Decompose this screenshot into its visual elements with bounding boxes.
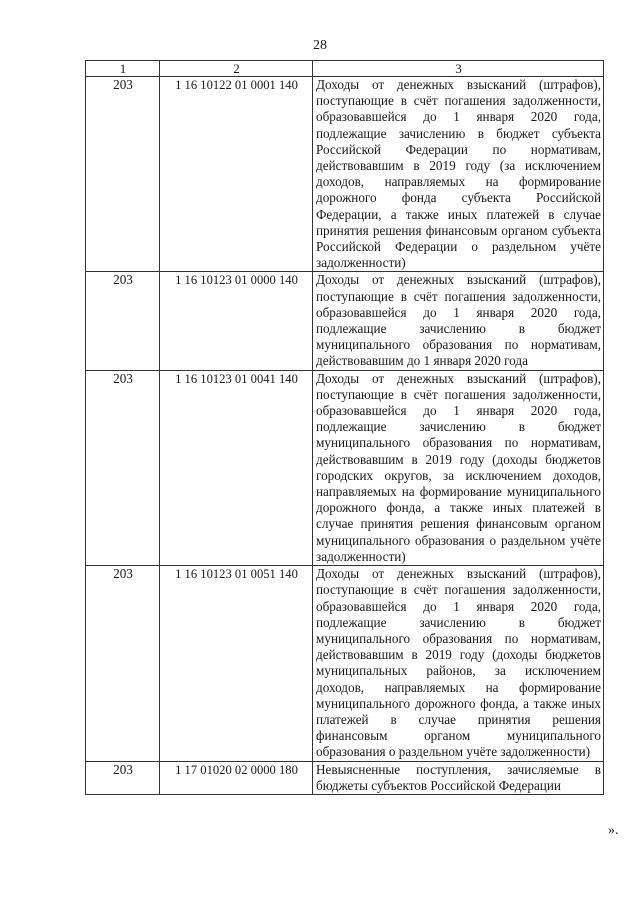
table-row [86,370,604,565]
revenue-code: 1 16 10123 01 0000 140 [160,272,313,370]
column-header-2: 2 [160,61,313,77]
column-header-3: 3 [313,61,604,77]
revenue-code: 1 16 10122 01 0001 140 [160,77,313,272]
administrator-code: 203 [86,77,160,272]
table-row [86,77,604,272]
administrator-code: 203 [86,272,160,370]
administrator-code: 203 [86,370,160,565]
revenue-code: 1 16 10123 01 0051 140 [160,566,313,761]
revenue-description: Доходы от денежных взысканий (штрафов), поступающие в счёт погашения задолженности, образовавшейся до 1 января 2020 года, подлежащие зачислению в бюджет муниципального образования по нормативам, действовавшим в 2019 году (доходы бюджетов муниципальных районов, за исключением доходов, направляемых на формирование муниципального дорожного фонда, а также иных платежей в случае принятия решения финансовым органом муниципального образования о раздельном учёте задолженности) [313,566,604,761]
revenue-description: Доходы от денежных взысканий (штрафов), поступающие в счёт погашения задолженности, образовавшейся до 1 января 2020 года, подлежащие зачислению в бюджет субъекта Российской Федерации по нормативам, действовавшим в 2019 году (за исключением доходов, направляемых на формирование дорожного фонда субъекта Российской Федерации, а также иных платежей в случае принятия решения финансовым органом субъекта Российской Федерации о раздельном учёте задолженности) [313,77,604,272]
revenue-code: 1 16 10123 01 0041 140 [160,370,313,565]
closing-quote-mark: ». [608,823,619,838]
page-number: 28 [313,38,327,53]
table-row [86,272,604,370]
revenue-description: Доходы от денежных взысканий (штрафов), поступающие в счёт погашения задолженности, образовавшейся до 1 января 2020 года, подлежащие зачислению в бюджет муниципального образования по нормативам, действовавшим до 1 января 2020 года [313,272,604,370]
administrator-code: 203 [86,761,160,794]
revenue-codes-table [85,60,604,795]
revenue-code: 1 17 01020 02 0000 180 [160,761,313,794]
revenue-description: Невыясненные поступления, зачисляемые в бюджеты субъектов Российской Федерации [313,761,604,794]
administrator-code: 203 [86,566,160,761]
revenue-description: Доходы от денежных взысканий (штрафов), поступающие в счёт погашения задолженности, образовавшейся до 1 января 2020 года, подлежащие зачислению в бюджет муниципального образования по нормативам, действовавшим в 2019 году (доходы бюджетов городских округов, за исключением доходов, направляемых на формирование муниципального дорожного фонда, а также иных платежей в случае принятия решения финансовым органом муниципального образования о раздельном учёте задолженности) [313,370,604,565]
table-header-row [86,61,604,77]
column-header-1: 1 [86,61,160,77]
table-row [86,761,604,794]
table-row [86,566,604,761]
